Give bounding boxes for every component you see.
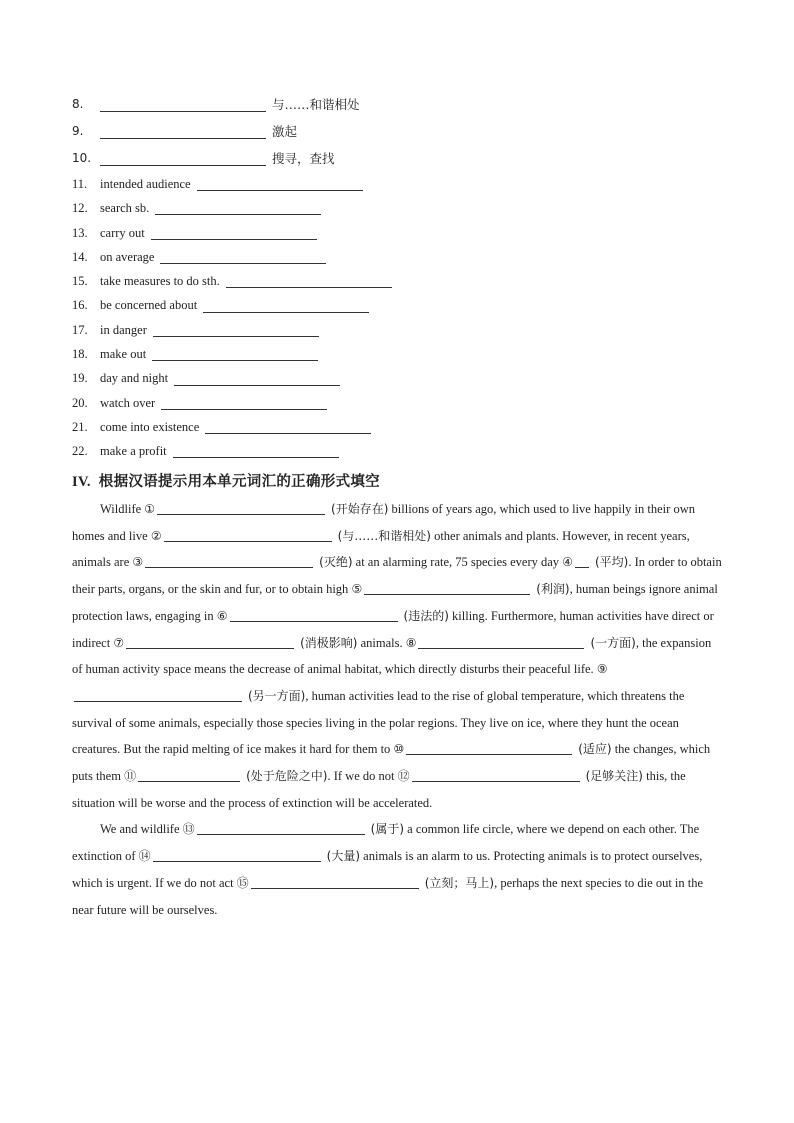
chinese-hint: (大量) xyxy=(326,849,361,864)
passage-text: other animals and plants. However, in recent years, animals are xyxy=(72,528,690,570)
passage-text: animals. xyxy=(357,635,406,650)
vocab-row xyxy=(72,145,752,172)
answer-blank[interactable] xyxy=(100,152,266,166)
passage-text: , human beings ignore animal protection laws, engaging in xyxy=(72,582,718,623)
answer-blank[interactable] xyxy=(575,554,589,568)
vocab-row xyxy=(72,293,752,317)
blank-number: ⑨ xyxy=(596,662,608,677)
vocab-number: 14. xyxy=(72,249,88,264)
answer-blank[interactable] xyxy=(100,98,266,112)
section-title: 根据汉语提示用本单元词汇的正确形式填空 xyxy=(98,474,380,490)
passage-text: We and wildlife xyxy=(100,822,183,837)
vocab-prompt: day and night xyxy=(100,371,169,386)
vocab-number: 18. xyxy=(72,347,88,362)
chinese-hint: (消极影响) xyxy=(300,635,358,650)
answer-blank[interactable] xyxy=(74,688,242,702)
answer-blank[interactable] xyxy=(152,347,318,361)
chinese-hint: (利润) xyxy=(536,582,570,597)
vocab-prompt: in danger xyxy=(100,322,147,337)
vocab-row xyxy=(72,439,752,463)
vocab-number: 13. xyxy=(72,225,88,240)
answer-blank[interactable] xyxy=(203,299,369,313)
chinese-hint: (适应) xyxy=(578,742,612,757)
vocab-prompt: on average xyxy=(100,249,155,264)
vocab-number: 17. xyxy=(72,322,88,337)
passage-text: . If we do not xyxy=(327,769,398,784)
answer-blank[interactable] xyxy=(126,635,294,649)
answer-blank[interactable] xyxy=(230,608,398,622)
vocab-row xyxy=(72,91,752,118)
vocab-row xyxy=(72,172,752,196)
blank-number: ② xyxy=(150,528,162,543)
chinese-hint: (处于危险之中) xyxy=(246,769,328,784)
passage-text: animals is an alarm to us. Protecting animals is to protect ourselves, which is urgent. If we do not act xyxy=(72,849,703,890)
blank-number: ⑧ xyxy=(405,635,417,650)
vocab-number: 19. xyxy=(72,371,88,386)
vocab-prompt: 激起 xyxy=(272,124,298,139)
vocab-prompt: intended audience xyxy=(100,177,191,191)
answer-blank[interactable] xyxy=(197,177,363,191)
answer-blank[interactable] xyxy=(153,323,319,337)
vocab-number: 10. xyxy=(72,151,92,165)
blank-number: ⑮ xyxy=(236,875,249,890)
answer-blank[interactable] xyxy=(418,635,584,649)
vocab-prompt: 与……和谐相处 xyxy=(272,97,360,112)
answer-blank[interactable] xyxy=(157,501,325,515)
vocab-prompt: search sb. xyxy=(100,201,150,216)
vocab-prompt: take measures to do sth. xyxy=(100,274,220,289)
chinese-hint: (开始存在) xyxy=(331,502,389,516)
answer-blank[interactable] xyxy=(412,768,580,782)
passage-text: this, the situation will be worse and the process of extinction will be accelerated. xyxy=(72,769,686,810)
answer-blank[interactable] xyxy=(406,741,572,755)
answer-blank[interactable] xyxy=(364,581,530,595)
vocab-number: 21. xyxy=(72,419,88,434)
vocab-row xyxy=(72,221,752,245)
vocab-number: 20. xyxy=(72,395,88,410)
vocab-row xyxy=(72,118,752,145)
vocab-prompt: 搜寻，查找 xyxy=(272,151,335,166)
vocab-row xyxy=(72,366,752,390)
vocab-prompt: make out xyxy=(100,347,147,362)
chinese-hint: (平均) xyxy=(594,555,629,570)
vocab-number: 16. xyxy=(72,298,88,313)
blank-number: ⑭ xyxy=(138,849,151,864)
passage-text: , the expansion of human activity space means the decrease of animal habitat, which directly disturbs their peaceful life. xyxy=(72,635,712,677)
answer-blank[interactable] xyxy=(174,372,340,386)
vocab-prompt: watch over xyxy=(100,395,156,410)
chinese-hint: (违法的) xyxy=(403,608,449,623)
answer-blank[interactable] xyxy=(161,396,327,410)
answer-blank[interactable] xyxy=(251,875,419,889)
vocab-number: 9. xyxy=(72,124,84,138)
answer-blank[interactable] xyxy=(205,420,371,434)
answer-blank[interactable] xyxy=(145,554,313,568)
chinese-hint: (灭绝) xyxy=(319,555,353,570)
blank-number: ⑩ xyxy=(393,742,405,757)
blank-number: ⑪ xyxy=(124,769,137,784)
vocab-number: 12. xyxy=(72,201,88,216)
chinese-hint: (立刻；马上) xyxy=(424,875,495,890)
blank-number: ⑬ xyxy=(182,822,195,837)
vocab-prompt: come into existence xyxy=(100,419,200,434)
vocab-prompt: make a profit xyxy=(100,444,167,459)
passage-text: killing. Furthermore, human activities have direct or indirect xyxy=(72,608,714,650)
blank-number: ⑤ xyxy=(351,582,363,597)
passage-text: the changes, which puts them xyxy=(72,742,711,784)
answer-blank[interactable] xyxy=(100,125,266,139)
answer-blank[interactable] xyxy=(138,768,240,782)
vocab-number: 15. xyxy=(72,274,88,289)
blank-number: ⑫ xyxy=(397,769,410,784)
blank-number: ⑦ xyxy=(113,635,125,650)
vocab-prompt: be concerned about xyxy=(100,298,198,313)
passage-text: Wildlife xyxy=(100,502,145,516)
vocab-row xyxy=(72,245,752,269)
answer-blank[interactable] xyxy=(164,528,332,542)
passage-text: billions of years ago, which used to live happily in their own homes and live xyxy=(72,502,695,543)
answer-blank[interactable] xyxy=(173,444,339,458)
vocab-row xyxy=(72,391,752,415)
blank-number: ③ xyxy=(132,555,144,570)
chinese-hint: (另一方面) xyxy=(248,688,306,703)
answer-blank[interactable] xyxy=(226,274,392,288)
vocab-number: 11. xyxy=(72,177,88,191)
passage-text: a common life circle, where we depend on each other. The extinction of xyxy=(72,822,700,864)
vocab-row xyxy=(72,415,752,439)
answer-blank[interactable] xyxy=(153,848,321,862)
passage-paragraph-1 xyxy=(72,496,722,816)
answer-blank[interactable] xyxy=(151,226,317,240)
chinese-hint: (一方面) xyxy=(590,635,636,650)
blank-number: ① xyxy=(144,502,156,516)
chinese-hint: (与……和谐相处) xyxy=(337,528,431,543)
vocab-prompt: carry out xyxy=(100,225,145,240)
vocab-row xyxy=(72,342,752,366)
cloze-passage xyxy=(72,496,722,923)
passage-paragraph-2 xyxy=(72,816,722,923)
section-number: IV. xyxy=(72,474,91,490)
passage-text: at an alarming rate, 75 species every day xyxy=(352,555,563,570)
vocabulary-list xyxy=(72,91,752,464)
vocab-number: 8. xyxy=(72,97,84,111)
section-heading xyxy=(72,470,380,491)
answer-blank[interactable] xyxy=(160,250,326,264)
vocab-number: 22. xyxy=(72,444,88,459)
passage-text: , human activities lead to the rise of global temperature, which threatens the survival of some animals, especially those species living in the polar regions. They live on ice, where they hunt the ocean creatures. But the rapid melting of ice makes it hard for them to xyxy=(72,688,685,757)
vocab-row xyxy=(72,318,752,342)
chinese-hint: (属于) xyxy=(370,822,405,837)
answer-blank[interactable] xyxy=(155,201,321,215)
vocab-row xyxy=(72,196,752,220)
blank-number: ⑥ xyxy=(216,608,228,623)
vocab-row xyxy=(72,269,752,293)
passage-text: , perhaps the next species to die out in the near future will be ourselves. xyxy=(72,875,704,917)
answer-blank[interactable] xyxy=(197,821,365,835)
chinese-hint: (足够关注) xyxy=(585,769,643,784)
passage-text: . In order to obtain their parts, organs, or the skin and fur, or to obtain high xyxy=(72,555,722,597)
blank-number: ④ xyxy=(562,555,573,570)
